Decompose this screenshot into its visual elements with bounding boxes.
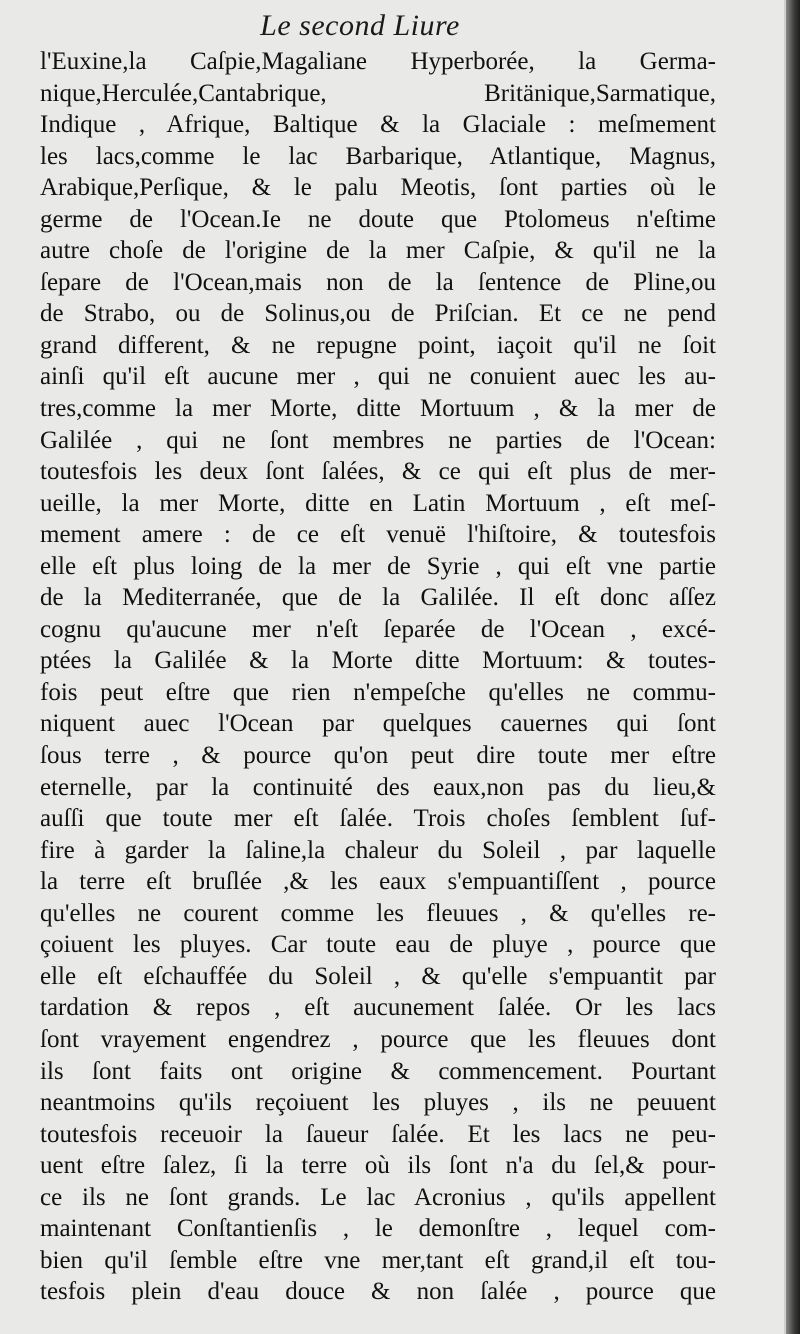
text-line: de Strabo, ou de Solinus,ou de Priſcian. Et ce ne pend — [40, 300, 716, 328]
text-line: auſſi que toute mer eſt ſalée. Trois choſes ſemblent ſuf- — [40, 805, 716, 833]
text-line: niquent auec l'Ocean par quelques cauernes qui ſont — [40, 710, 716, 738]
body-text — [40, 46, 716, 1308]
text-line: tardation & repos , eſt aucunement ſalée. Or les lacs — [40, 994, 716, 1022]
text-line: elle eſt eſchauffée du Soleil , & qu'elle s'empuantit par — [40, 962, 716, 990]
text-line: germe de l'Ocean.Ie ne doute que Ptolomeus n'eſtime — [40, 205, 716, 233]
text-line: les lacs,comme le lac Barbarique, Atlantique, Magnus, — [40, 142, 716, 170]
text-line: fois peut eſtre que rien n'empeſche qu'elles ne commu- — [40, 678, 716, 706]
text-line: mement amere : de ce eſt venuë l'hiſtoire, & toutesfois — [40, 521, 716, 549]
text-line: ueille, la mer Morte, ditte en Latin Mortuum , eſt meſ- — [40, 489, 716, 517]
text-line: ce ils ne ſont grands. Le lac Acronius , qu'ils appellent — [40, 1183, 716, 1211]
text-line: nique,Herculée,Cantabrique, Britänique,Sarmatique, — [40, 79, 716, 107]
text-line: bien qu'il ſemble eſtre vne mer,tant eſt grand,il eſt tou- — [40, 1246, 716, 1274]
text-line: autre choſe de l'origine de la mer Caſpie, & qu'il ne la — [40, 237, 716, 265]
text-line: toutesfois receuoir la ſaueur ſalée. Et les lacs ne peu- — [40, 1120, 716, 1148]
text-line: la terre eſt bruſlée ,& les eaux s'empuantiſſent , pource — [40, 868, 716, 896]
text-line: Arabique,Perſique, & le palu Meotis, ſont parties où le — [40, 174, 716, 202]
page-edge — [786, 0, 800, 1334]
text-line: eternelle, par la continuité des eaux,non pas du lieu,& — [40, 773, 716, 801]
text-line: ſepare de l'Ocean,mais non de la ſentence de Pline,ou — [40, 268, 716, 296]
text-line: çoiuent les pluyes. Car toute eau de pluye , pource que — [40, 931, 716, 959]
text-line: ſont vrayement engendrez , pource que les fleuues dont — [40, 1025, 716, 1053]
text-line: maintenant Conſtantienſis , le demonſtre , lequel com- — [40, 1215, 716, 1243]
text-line: de la Mediterranée, que de la Galilée. Il eſt donc aſſez — [40, 584, 716, 612]
text-line: uent eſtre ſalez, ſi la terre où ils ſont n'a du ſel,& pour- — [40, 1152, 716, 1180]
text-line: toutesfois les deux ſont ſalées, & ce qui eſt plus de mer- — [40, 458, 716, 486]
text-line: qu'elles ne courent comme les fleuues , & qu'elles re- — [40, 899, 716, 927]
text-line: elle eſt plus loing de la mer de Syrie , qui eſt vne partie — [40, 552, 716, 580]
text-line: l'Euxine,la Caſpie,Magaliane Hyperborée, la Germa- — [40, 48, 716, 75]
text-line: ptées la Galilée & la Morte ditte Mortuum: & toutes- — [40, 647, 716, 675]
text-line: neantmoins qu'ils reçoiuent les pluyes , ils ne peuuent — [40, 1089, 716, 1117]
text-line: fire à garder la ſaline,la chaleur du Soleil , par laquelle — [40, 836, 716, 864]
text-line: ils ſont faits ont origine & commencement. Pourtant — [40, 1057, 716, 1085]
text-line: grand different, & ne repugne point, iaçoit qu'il ne ſoit — [40, 331, 716, 359]
text-line: Galilée , qui ne ſont membres ne parties de l'Ocean: — [40, 426, 716, 454]
text-line: cognu qu'aucune mer n'eſt ſeparée de l'Ocean , excé- — [40, 615, 716, 643]
text-line: Indique , Afrique, Baltique & la Glaciale : meſmement — [40, 111, 716, 139]
text-line: tres,comme la mer Morte, ditte Mortuum , & la mer de — [40, 395, 716, 423]
text-line: tesfois plein d'eau douce & non ſalée , pource que — [40, 1278, 716, 1306]
text-line: ſous terre , & pource qu'on peut dire toute mer eſtre — [40, 742, 716, 770]
text-line: ainſi qu'il eſt aucune mer , qui ne conuient auec les au- — [40, 363, 716, 391]
running-head: Le second Liure — [260, 9, 460, 42]
